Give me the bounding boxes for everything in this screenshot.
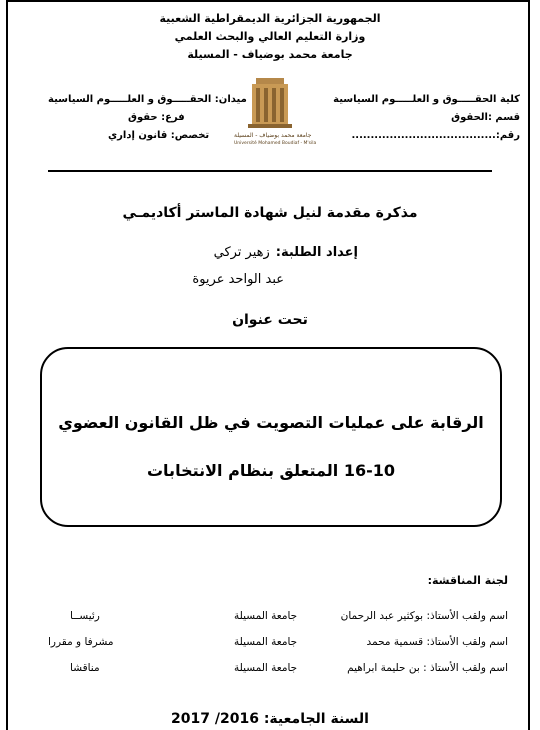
under-title-label: تحت عنوان [232,312,308,328]
prepared-by-label: إعداد الطلبة: [275,245,358,260]
member-2-name: اسم ولقب الأستاذ: قسمية محمد [366,636,508,648]
degree-statement: مذكرة مقدمة لنيل شهادة الماستر أكاديمـي [122,205,418,221]
ministry-name: وزارة التعليم العالي والبحث العلمي [174,30,366,43]
faculty-label: كلية الحقـــــوق و العلـــــوم السياسية [333,94,520,105]
member-1-university: جامعة المسيلة [234,610,298,622]
university-logo [234,74,317,154]
member-2-university: جامعة المسيلة [234,636,298,648]
committee-heading: لجنة المناقشة: [427,574,508,587]
member-1-role: رئيســا [70,610,100,622]
logo-text-en: Université Mohamed Boudiaf - M'sila [234,141,317,146]
thesis-title-box [40,347,502,527]
reference-number: رقم:...................................... [351,130,520,141]
member-3-university: جامعة المسيلة [234,662,298,674]
student-1: زهير تركي [213,245,270,260]
member-1-name: اسم ولقب الأستاذ: بوكثير عبد الرحمان [340,610,508,622]
member-3-name: اسم ولقب الأستاذ : بن حليمة ابراهيم [347,662,508,674]
header-divider [48,170,492,172]
thesis-title-line2: 16-10 المتعلق بنظام الانتخابات [146,461,396,480]
member-3-role: مناقشا [70,662,100,674]
member-2-role: مشرفا و مقررا [48,636,114,648]
republic-name: الجمهورية الجزائرية الديمقراطية الشعبية [159,12,381,25]
student-2: عبد الواحد عريوة [192,272,284,287]
logo-text-ar: جامعة محمد بوضياف - المسيلة [234,132,312,139]
specialty-label: تخصص: قانون إداري [108,130,210,141]
thesis-title-line1: الرقابة على عمليات التصويت في ظل القانون العضوي [58,413,484,432]
academic-year: السنة الجامعية: 2016/ 2017 [171,711,369,727]
branch-label: فرع: حقوق [128,112,185,123]
university-name: جامعة محمد بوضياف - المسيلة [187,48,353,61]
prepared-by [214,245,358,260]
field-label: ميدان: الحقـــــوق و العلـــــوم السياسية [48,94,247,105]
department-label: قسم :الحقوق [451,112,520,123]
document-page [6,0,530,730]
